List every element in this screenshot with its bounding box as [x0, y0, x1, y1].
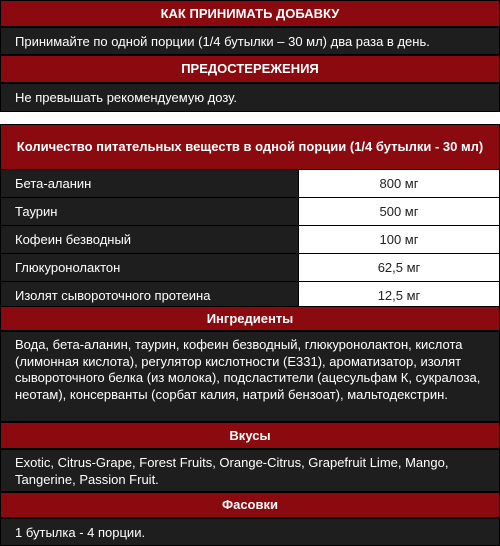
- warnings-header: [0, 55, 500, 83]
- table-row: [0, 198, 500, 226]
- packaging-text: 1 бутылка - 4 порции.: [15, 524, 146, 540]
- nutrient-value: 100 мг: [298, 226, 500, 253]
- nutrient-name: Кофеин безводный: [0, 226, 298, 253]
- ingredients-text: Вода, бета-аланин, таурин, кофеин безводный, глюкуронолактон, кислота (лимонная кислота), регулятор кислотности (Е331), ароматизатор, изолят сывороточного белка (из молока), подсластители (ацесульфам К, сукралоза, неотам), консерванты (сорбат калия, натрий бензоат), мальтодекстрин.: [15, 337, 481, 402]
- warnings-text: Не превышать рекомендуемую дозу.: [15, 90, 237, 105]
- nutrient-name: Бета-аланин: [0, 170, 298, 197]
- packaging-body: [0, 518, 500, 546]
- how-to-take-text: Принимайте по одной порции (1/4 бутылки – 30 мл) два раза в день.: [15, 33, 430, 49]
- section-gap: [0, 112, 500, 124]
- nutrient-name: Таурин: [0, 198, 298, 225]
- warnings-body: [0, 83, 500, 112]
- nutrient-value: 500 мг: [298, 198, 500, 225]
- packaging-header: [0, 492, 500, 518]
- how-to-take-header: [0, 0, 500, 27]
- nutrition-header: [0, 124, 500, 170]
- warnings-title: ПРЕДОСТЕРЕЖЕНИЯ: [181, 61, 319, 76]
- nutrition-title: Количество питательных веществ в одной порции (1/4 бутылки - 30 мл): [16, 139, 484, 154]
- nutrient-name: Глюкуронолактон: [0, 254, 298, 281]
- ingredients-title: Ингредиенты: [206, 310, 294, 326]
- flavors-header: [0, 422, 500, 449]
- nutrient-value: 62,5 мг: [298, 254, 500, 281]
- flavors-text: Exotic, Citrus-Grape, Forest Fruits, Orange-Citrus, Grapefruit Lime, Mango, Tangerine, Passion Fruit.: [15, 455, 449, 487]
- nutrient-value: 12,5 мг: [298, 282, 500, 309]
- table-row: [0, 226, 500, 254]
- ingredients-header: [0, 306, 500, 331]
- how-to-take-body: [0, 27, 500, 55]
- nutrient-name: Изолят сывороточного протеина: [0, 282, 298, 309]
- flavors-title: Вкусы: [229, 427, 271, 443]
- table-row: [0, 254, 500, 282]
- how-to-take-title: КАК ПРИНИМАТЬ ДОБАВКУ: [160, 5, 340, 21]
- flavors-body: [0, 449, 500, 492]
- ingredients-body: [0, 331, 500, 422]
- table-row: [0, 170, 500, 198]
- packaging-title: Фасовки: [222, 497, 278, 512]
- nutrient-value: 800 мг: [298, 170, 500, 197]
